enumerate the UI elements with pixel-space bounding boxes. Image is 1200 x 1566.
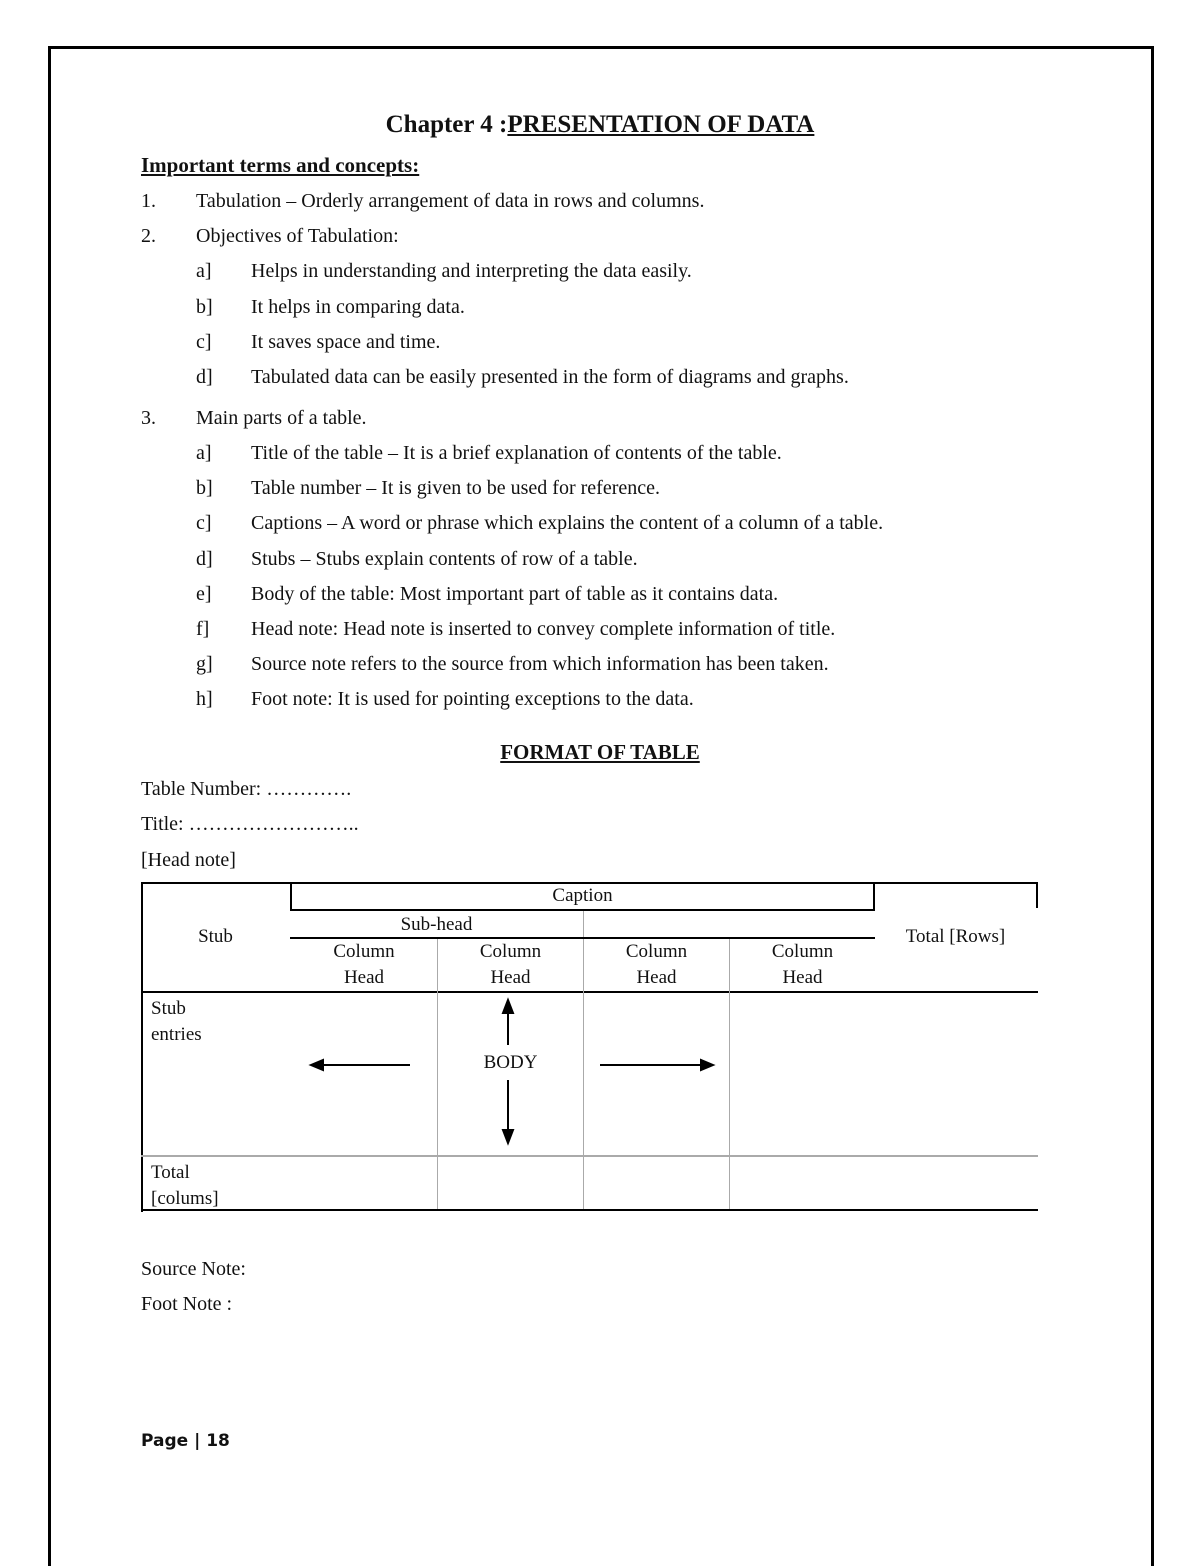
sub-mark: b] (196, 477, 213, 499)
sub-text: Stubs – Stubs explain contents of row of a table. (251, 548, 638, 570)
body-label: BODY (483, 1052, 538, 1073)
total-columns-line2: [colums] (151, 1188, 219, 1209)
sub-text: Head note: Head note is inserted to convey complete information of title. (251, 618, 836, 640)
foot-note-line: Foot Note : (141, 1293, 233, 1315)
chapter-prefix: Chapter 4 : (385, 111, 508, 138)
item-number: 3. (141, 407, 156, 429)
arrow-up-head-icon (503, 1000, 513, 1013)
column-head-line1: Column (479, 941, 542, 962)
sub-mark: c] (196, 331, 212, 353)
page-number: Page | 18 (141, 1431, 230, 1451)
item-number: 1. (141, 190, 156, 212)
sub-mark: d] (196, 366, 213, 388)
chapter-name: PRESENTATION OF DATA (507, 111, 815, 138)
item-text: Main parts of a table. (196, 407, 367, 429)
item-text: Tabulation – Orderly arrangement of data in rows and columns. (196, 190, 705, 212)
head-note-line: [Head note] (141, 849, 236, 871)
sub-text: Source note refers to the source from which information has been taken. (251, 653, 829, 675)
sub-text: Title of the table – It is a brief explanation of contents of the table. (251, 442, 782, 464)
sub-mark: a] (196, 442, 212, 464)
column-head-line2: Head (490, 967, 531, 988)
sub-text: Helps in understanding and interpreting the data easily. (251, 260, 692, 282)
arrow-down-head-icon (503, 1130, 513, 1143)
sub-mark: g] (196, 653, 213, 675)
subhead-label: Sub-head (400, 914, 473, 935)
sub-text: Body of the table: Most important part of table as it contains data. (251, 583, 779, 605)
sub-mark: h] (196, 688, 213, 710)
sub-text: It helps in comparing data. (251, 296, 465, 318)
column-head-line2: Head (782, 967, 823, 988)
column-head-line2: Head (343, 967, 385, 988)
total-columns-line1: Total (151, 1162, 190, 1183)
table-number-line: Table Number: …………. (141, 778, 352, 800)
column-head-line1: Column (771, 941, 834, 962)
sub-mark: c] (196, 512, 212, 534)
sub-text: Captions – A word or phrase which explains the content of a column of a table. (251, 512, 884, 534)
sub-text: Foot note: It is used for pointing exceptions to the data. (251, 688, 694, 710)
sub-mark: b] (196, 296, 213, 318)
sub-mark: a] (196, 260, 212, 282)
item-number: 2. (141, 225, 156, 247)
title-line: Title: …………………….. (141, 813, 359, 835)
column-head-line1: Column (625, 941, 688, 962)
sub-mark: f] (196, 618, 210, 640)
sub-mark: e] (196, 583, 212, 605)
sub-text: Tabulated data can be easily presented in the form of diagrams and graphs. (251, 366, 849, 388)
arrow-right-head-icon (701, 1060, 713, 1070)
column-head-line1: Column (333, 941, 395, 962)
stub-label: Stub (198, 926, 233, 947)
section-heading: Important terms and concepts: (141, 153, 420, 177)
sub-text: It saves space and time. (251, 331, 441, 353)
arrow-left-head-icon (311, 1060, 323, 1070)
stub-entries-line1: Stub (151, 998, 186, 1019)
caption-label: Caption (552, 885, 613, 906)
item-text: Objectives of Tabulation: (196, 225, 399, 247)
stub-entries-line2: entries (151, 1024, 202, 1045)
format-heading: FORMAT OF TABLE (500, 740, 700, 764)
total-rows-label: Total [Rows] (905, 926, 1006, 947)
column-head-line2: Head (636, 967, 677, 988)
total-columns-label (151, 1160, 219, 1212)
sub-text: Table number – It is given to be used for reference. (251, 477, 660, 499)
sub-mark: d] (196, 548, 213, 570)
source-note-line: Source Note: (141, 1258, 246, 1280)
